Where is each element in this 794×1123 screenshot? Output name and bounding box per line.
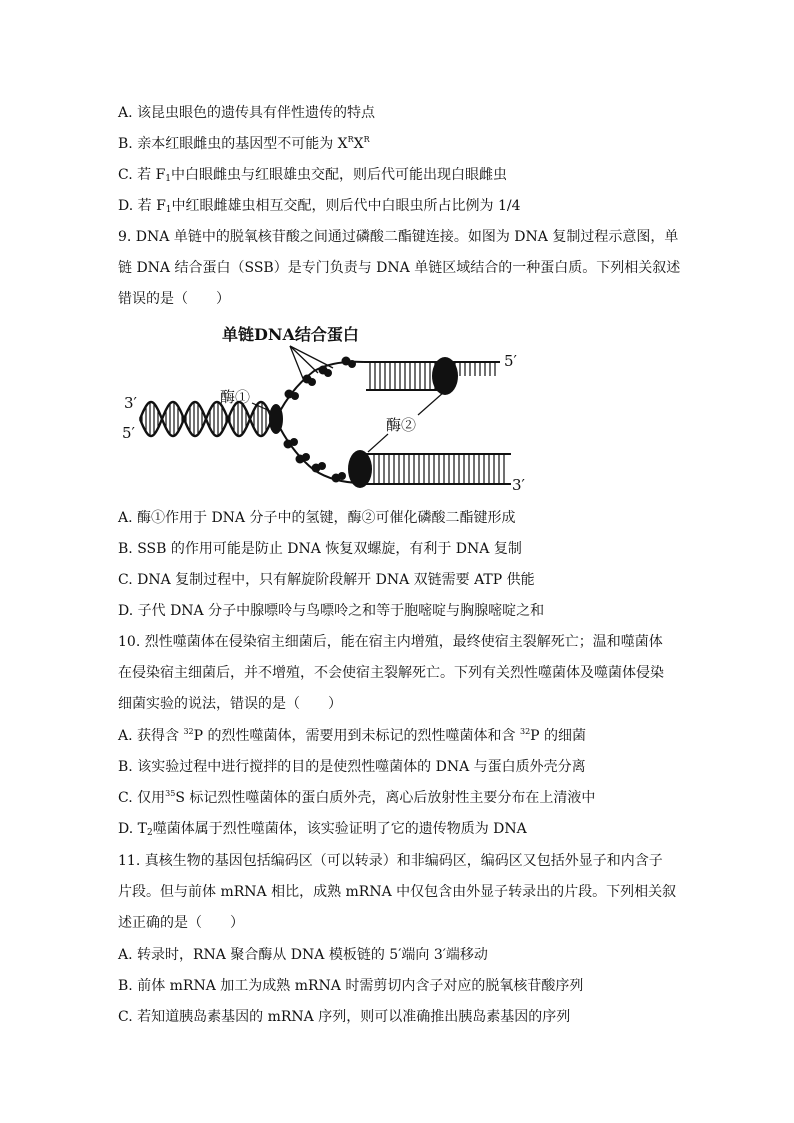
label-enzyme2: 酶②: [386, 416, 417, 434]
double-helix: [140, 402, 274, 436]
ssb-proteins-lower: [284, 438, 347, 483]
q9-option-c: C. DNA 复制过程中，只有解旋阶段解开 DNA 双链需要 ATP 供能: [118, 572, 535, 588]
q11-stem-line-2: 片段。但与前体 mRNA 相比，成熟 mRNA 中仅包含由外显子转录出的片段。下列相关叙: [118, 884, 677, 900]
q8-option-c: C. 若 $F_1$中白眼雌虫与红眼雄虫交配，则后代可能出现白眼雌虫: [118, 167, 508, 184]
q10-option-c: C. 仅用$^{35}$S 标记烈性噬菌体的蛋白质外壳，离心后放射性主要分布在上清液中: [118, 789, 596, 806]
q11-stem-line-1: 11. 真核生物的基因包括编码区（可以转录）和非编码区，编码区又包括外显子和内含子: [118, 853, 663, 869]
upper-duplex: [364, 357, 500, 395]
q8-option-b: B. 亲本红眼雌虫的基因型不可能为 $X^RX^R$: [118, 135, 370, 152]
lower-duplex: [348, 450, 511, 488]
q11-option-c: C. 若知道胰岛素基因的 mRNA 序列，则可以准确推出胰岛素基因的序列: [118, 1009, 571, 1025]
ssb-proteins-upper: [285, 357, 357, 401]
label-5prime-left: 5′: [122, 424, 135, 442]
q9-option-a: A. 酶①作用于 DNA 分子中的氢键，酶②可催化磷酸二酯键形成: [118, 510, 516, 526]
q10-option-a: A. 获得含 $^{32}$P 的烈性噬菌体，需要用到未标记的烈性噬菌体和含 $^{32}$P 的细菌: [118, 727, 587, 744]
q9-option-b: B. SSB 的作用可能是防止 DNA 恢复双螺旋，有利于 DNA 复制: [118, 541, 522, 557]
q10-option-b: B. 该实验过程中进行搅拌的目的是使烈性噬菌体的 DNA 与蛋白质外壳分离: [118, 759, 586, 775]
q11-option-a: A. 转录时，RNA 聚合酶从 DNA 模板链的 5′端向 3′端移动: [118, 947, 488, 963]
label-5prime-right: 5′: [504, 352, 517, 370]
enzyme2-lower: [348, 450, 372, 488]
enzyme2-upper: [432, 357, 458, 395]
q8-option-d: D. 若 $F_1$中红眼雌雄虫相互交配，则后代中白眼虫所占比例为 1/4: [118, 198, 521, 215]
q10-stem-line-3: 细菌实验的说法，错误的是（ ）: [118, 696, 342, 712]
label-3prime-right: 3′: [512, 476, 525, 494]
q9-option-d: D. 子代 DNA 分子中腺嘌呤与鸟嘌呤之和等于胞嘧啶与胸腺嘧啶之和: [118, 603, 545, 619]
label-ssb: 单链DNA结合蛋白: [222, 325, 359, 344]
q11-option-b: B. 前体 mRNA 加工为成熟 mRNA 时需剪切内含子对应的脱氧核苷酸序列: [118, 978, 584, 994]
q10-option-d: D. $T_2$噬菌体属于烈性噬菌体，该实验证明了它的遗传物质为 DNA: [118, 821, 527, 838]
label-enzyme1: 酶①: [220, 388, 251, 406]
q11-stem-line-3: 述正确的是（ ）: [118, 915, 244, 931]
label-3prime-left: 3′: [124, 394, 137, 412]
dna-replication-diagram: [118, 318, 538, 496]
q8-option-a: A. 该昆虫眼色的遗传具有伴性遗传的特点: [118, 105, 376, 121]
q9-stem-line-2: 链 DNA 结合蛋白（SSB）是专门负责与 DNA 单链区域结合的一种蛋白质。下列相关叙述: [118, 260, 681, 276]
q9-stem-line-3: 错误的是（ ）: [118, 291, 230, 307]
q10-stem-line-2: 在侵染宿主细菌后，并不增殖，不会使宿主裂解死亡。下列有关烈性噬菌体及噬菌体侵染: [118, 665, 664, 681]
q9-stem-line-1: 9. DNA 单链中的脱氧核苷酸之间通过磷酸二酯键连接。如图为 DNA 复制过程示意图，单: [118, 229, 679, 245]
q10-stem-line-1: 10. 烈性噬菌体在侵染宿主细菌后，能在宿主内增殖，最终使宿主裂解死亡；温和噬菌体: [118, 634, 663, 650]
